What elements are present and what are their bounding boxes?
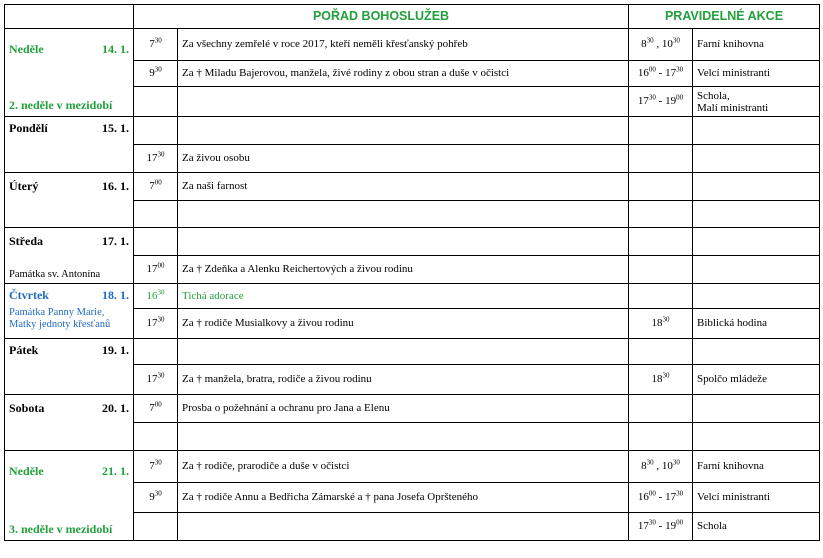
mass-intention: Za † manžela, bratra, rodiče a živou rodinu [178,365,629,395]
feast-note: Památka Panny Marie, Matky jednoty křesťanů [9,307,111,330]
mass-time: $7^{00}$ [134,395,178,423]
day-date: 20. 1. [102,401,129,415]
table-row [5,451,820,483]
header-row [5,5,820,29]
day-cell-thursday [5,284,134,339]
table-row [5,173,820,201]
table-row [5,228,820,256]
day-cell-wednesday [5,228,134,284]
event-name: Farní knihovna [693,29,820,61]
table-row [5,395,820,423]
day-cell-sunday-2 [5,451,134,541]
mass-time: $9^{30}$ [134,61,178,87]
event-name: Farní knihovna [693,451,820,483]
day-date: 17. 1. [102,234,129,248]
day-cell-tuesday [5,173,134,228]
event-time: $16^{00} - 17^{30}$ [629,483,693,513]
day-name: Pátek [9,343,39,357]
event-time: $18^{30}$ [629,365,693,395]
mass-time: $17^{30}$ [134,145,178,173]
mass-intention: Za † rodiče, prarodiče a duše v očistci [178,451,629,483]
mass-intention: Za živou osobu [178,145,629,173]
mass-time: $17^{00}$ [134,256,178,284]
day-name: Čtvrtek [9,288,49,302]
mass-intention: Za † rodiče Musialkovy a živou rodinu [178,309,629,339]
day-name: Pondělí [9,121,48,135]
header-empty-cell [5,5,134,29]
day-cell-monday [5,117,134,173]
day-date: 18. 1. [102,288,129,302]
day-name: Neděle [9,464,44,478]
day-name: Sobota [9,401,45,415]
day-date: 16. 1. [102,179,129,193]
day-date: 15. 1. [102,121,129,135]
event-name: Velcí ministranti [693,483,820,513]
masses-header: POŘAD BOHOSLUŽEB [134,5,629,29]
event-name: Schola, Malí ministranti [693,87,820,117]
mass-intention: Za naši farnost [178,173,629,201]
event-time: $17^{30} - 19^{00}$ [629,513,693,541]
schedule-table [4,4,820,541]
mass-time: $7^{30}$ [134,451,178,483]
events-header: PRAVIDELNÉ AKCE [629,5,820,29]
mass-time: $17^{30}$ [134,309,178,339]
feast-note: Památka sv. Antonína [9,269,101,280]
day-cell-friday [5,339,134,395]
event-time: $8^{30}$ , $10^{30}$ [629,451,693,483]
day-date: 19. 1. [102,343,129,357]
event-time: $16^{00} - 17^{30}$ [629,61,693,87]
adoration-time: $16^{30}$ [134,284,178,309]
event-name: Schola [693,513,820,541]
day-cell-saturday [5,395,134,451]
liturgical-note: 3. neděle v mezidobí [9,522,113,536]
mass-time: $9^{30}$ [134,483,178,513]
event-time: $17^{30} - 19^{00}$ [629,87,693,117]
day-name: Středa [9,234,43,248]
event-name: Spolčo mládeže [693,365,820,395]
adoration-label: Tichá adorace [178,284,629,309]
event-time: $8^{30}$ , $10^{30}$ [629,29,693,61]
mass-intention: Za † rodiče Annu a Bedřicha Zámarské a † pana Josefa Opršteného [178,483,629,513]
liturgical-note: 2. neděle v mezidobí [9,98,113,112]
mass-time: $7^{00}$ [134,173,178,201]
mass-time: $17^{30}$ [134,365,178,395]
day-date: 14. 1. [102,42,129,56]
day-cell-sunday-1 [5,29,134,117]
day-name: Neděle [9,42,44,56]
table-row [5,117,820,145]
event-time: $18^{30}$ [629,309,693,339]
table-row [5,29,820,61]
mass-intention: Za všechny zemřelé v roce 2017, kteří neměli křesťanský pohřeb [178,29,629,61]
mass-time: $7^{30}$ [134,29,178,61]
table-row [5,284,820,309]
day-name: Úterý [9,179,39,193]
mass-intention: Prosba o požehnání a ochranu pro Jana a Elenu [178,395,629,423]
mass-intention: Za † Miladu Bajerovou, manžela, živé rodiny z obou stran a duše v očistci [178,61,629,87]
table-row [5,339,820,365]
event-name: Velcí ministranti [693,61,820,87]
day-date: 21. 1. [102,464,129,478]
event-name: Biblická hodina [693,309,820,339]
mass-intention: Za † Zdeňka a Alenku Reichertových a živou rodinu [178,256,629,284]
